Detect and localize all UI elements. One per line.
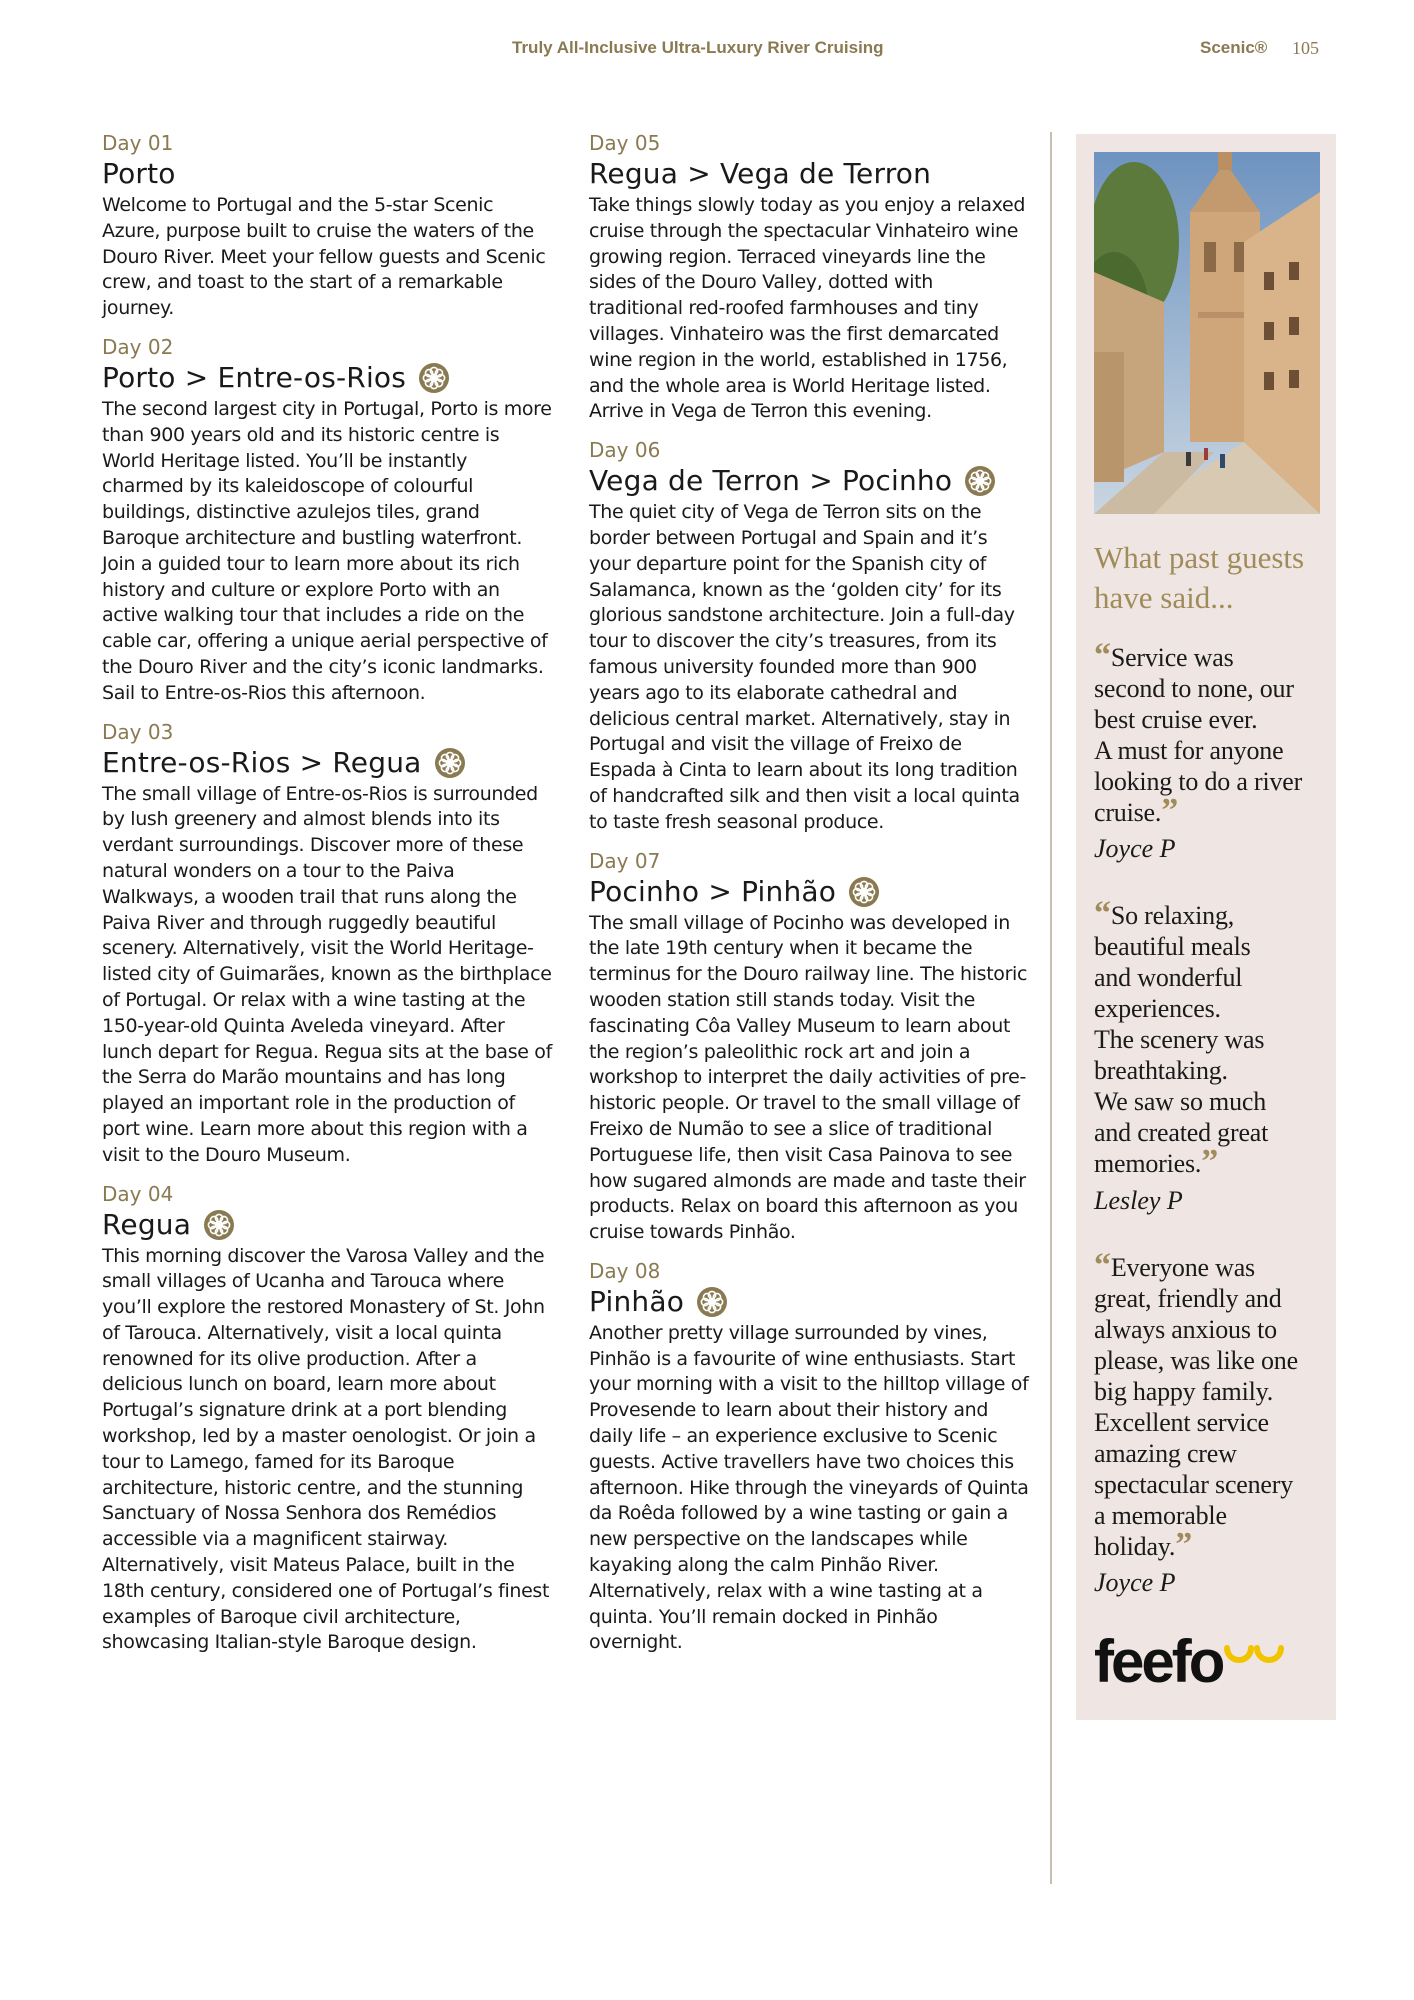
open-quote-mark: “	[1094, 895, 1111, 932]
testimonial-line-text: always anxious to	[1094, 1315, 1277, 1344]
testimonial-line	[1094, 1143, 1326, 1180]
testimonial-quote	[1094, 637, 1326, 829]
day-title-text: Porto	[102, 157, 176, 190]
testimonial-line	[1094, 1376, 1326, 1407]
testimonial-line	[1094, 993, 1326, 1024]
day-title	[102, 156, 552, 192]
itinerary-day	[589, 437, 1029, 835]
close-quote-mark: ”	[1175, 1526, 1193, 1563]
testimonial-line-text: amazing crew	[1094, 1439, 1237, 1468]
day-title	[102, 745, 552, 781]
testimonial-line-text: memories.	[1094, 1149, 1202, 1178]
day-description: The second largest city in Portugal, Porto is more than 900 years old and its historic centre is World Heritage listed. You’ll be instantly charmed by its kaleidoscope of colourful buildings, distinctive azulejos tiles, grand Baroque architecture and bustling waterfront. Join a guided tour to learn more about its rich history and culture or explore Porto with an active walking tour that includes a ride on the cable car, offering a unique aerial perspective of the Douro River and the city’s iconic landmarks. Sail to Entre-os-Rios this afternoon.	[102, 397, 552, 704]
day-label: Day 07	[589, 848, 661, 873]
testimonial-line	[1094, 962, 1326, 993]
testimonial-author: Joyce P	[1094, 1568, 1176, 1597]
itinerary-column-right	[589, 130, 1029, 1668]
day-label: Day 05	[589, 131, 661, 155]
rosette-icon	[434, 747, 466, 779]
testimonial-line	[1094, 1345, 1326, 1376]
day-title	[102, 360, 552, 396]
day-title-text: Entre-os-Rios > Regua	[102, 745, 422, 779]
testimonial-line-text: looking to do a river	[1094, 767, 1303, 796]
day-title	[102, 1207, 552, 1243]
day-title-text: Regua > Vega de Terron	[589, 157, 932, 190]
day-description: The small village of Entre-os-Rios is surrounded by lush greenery and almost blends into its verdant surroundings. Discover more of these natural wonders on a tour to the Paiva Walkways, a wooden trail that runs along the Paiva River and through ruggedly beautiful scenery. Alternatively, visit the World Heritage-listed city of Guimarães, known as the birthplace of Portugal. Or relax with a wine tasting at the 150-year-old Quinta Aveleda vineyard. After lunch depart for Regua. Regua sits at the base of the Serra do Marão mountains and has long played an important role in the production of port wine. Learn more about this region with a visit to the Douro Museum.	[102, 782, 552, 1166]
testimonial-line-text: Service was	[1110, 643, 1234, 672]
testimonial-line-text: experiences.	[1094, 994, 1221, 1023]
itinerary-day	[102, 1181, 552, 1657]
testimonial-quote	[1094, 1247, 1326, 1563]
running-header-brand: Scenic®	[1200, 38, 1268, 57]
day-title	[589, 1284, 1029, 1320]
testimonial-line	[1094, 1055, 1326, 1086]
rosette-icon	[696, 1286, 728, 1318]
testimonial-line	[1094, 1314, 1326, 1345]
testimonial-line-text: holiday.	[1094, 1532, 1176, 1561]
testimonial-line-text: The scenery was	[1094, 1025, 1265, 1054]
testimonial-line	[1094, 1438, 1326, 1469]
testimonial-line-text: spectacular scenery	[1094, 1470, 1294, 1499]
day-title-text: Vega de Terron > Pocinho	[589, 464, 953, 498]
itinerary-day	[589, 848, 1029, 1246]
testimonial-line	[1094, 1247, 1326, 1284]
testimonial-line-text: best cruise ever.	[1094, 705, 1258, 734]
testimonial-line	[1094, 1086, 1326, 1117]
itinerary-day	[102, 334, 552, 707]
testimonial-line	[1094, 735, 1326, 766]
day-description: Another pretty village surrounded by vines, Pinhão is a favourite of wine enthusiasts. Start your morning with a visit to the hilltop village of Provesende to learn about their history and daily life – an experience exclusive to Scenic guests. Active travellers have two choices this afternoon. Hike through the vineyards of Quinta da Roêda followed by a wine tasting or gain a new perspective on the landscapes while kayaking along the calm Pinhão River. Alternatively, relax with a wine tasting at a quinta. You’ll remain docked in Pinhão overnight.	[589, 1321, 1029, 1654]
testimonial-line-text: a memorable	[1094, 1501, 1227, 1530]
day-title-text: Pinhão	[589, 1284, 685, 1318]
testimonial-line-text: Excellent service	[1094, 1408, 1269, 1437]
testimonial-line	[1094, 1469, 1326, 1500]
column-divider	[1050, 132, 1052, 1884]
rosette-icon	[418, 362, 450, 394]
feefo-logo-text: feefo	[1094, 1628, 1223, 1695]
day-title	[589, 156, 1029, 192]
testimonial-line	[1094, 637, 1326, 674]
day-title	[589, 463, 1029, 499]
testimonial-line	[1094, 704, 1326, 735]
feefo-eyes-icon	[1224, 1642, 1286, 1668]
itinerary-day	[589, 1258, 1029, 1656]
testimonial-line-text: So relaxing,	[1110, 901, 1235, 930]
open-quote-mark: “	[1094, 1247, 1111, 1284]
testimonial-line-text: cruise.	[1094, 798, 1162, 827]
testimonial-line	[1094, 1526, 1326, 1563]
day-title-text: Regua	[102, 1207, 192, 1241]
running-header-title: Truly All-Inclusive Ultra-Luxury River Cruising	[512, 38, 884, 57]
open-quote-mark: “	[1094, 637, 1111, 674]
testimonial-line	[1094, 792, 1326, 829]
testimonial-line-text: We saw so much	[1094, 1087, 1267, 1116]
testimonials-sidebar	[1076, 134, 1336, 1720]
sidebar-heading: What past guests have said...	[1094, 540, 1305, 615]
day-description: Welcome to Portugal and the 5-star Scenic Azure, purpose built to cruise the waters of the Douro River. Meet your fellow guests and Scenic crew, and toast to the start of a remarkable journey.	[102, 194, 546, 320]
testimonial-quote	[1094, 895, 1326, 1180]
day-description: Take things slowly today as you enjoy a relaxed cruise through the spectacular Vinhateiro wine growing region. Terraced vineyards line the sides of the Douro Valley, dotted with traditional red-roofed farmhouses and tiny villages. Vinhateiro was the first demarcated wine region in the world, established in 1756, and the whole area is World Heritage listed. Arrive in Vega de Terron this evening.	[589, 194, 1026, 423]
testimonial-line	[1094, 1500, 1326, 1531]
day-title	[589, 874, 1029, 910]
rosette-icon	[964, 465, 996, 497]
day-label: Day 01	[102, 131, 174, 155]
close-quote-mark: ”	[1201, 1143, 1219, 1180]
testimonial-author: Lesley P	[1094, 1186, 1183, 1215]
day-label: Day 03	[102, 719, 174, 744]
testimonial-line-text: great, friendly and	[1094, 1284, 1282, 1313]
testimonial-line	[1094, 931, 1326, 962]
day-description: The quiet city of Vega de Terron sits on the border between Portugal and Spain and it’s your departure point for the Spanish city of Salamanca, known as the ‘golden city’ for its glorious sandstone architecture. Join a full-day tour to discover the city’s treasures, from its famous university founded more than 900 years ago to its elaborate cathedral and delicious central market. Alternatively, stay in Portugal and visit the village of Freixo de Espada à Cinta to learn about its long tradition of handcrafted silk and then visit a local quinta to taste fresh seasonal produce.	[589, 501, 1020, 833]
day-description: The small village of Pocinho was developed in the late 19th century when it became the terminus for the Douro railway line. The historic wooden station still stands today. Visit the fascinating Côa Valley Museum to learn about the region’s paleolithic rock art and join a workshop to interpret the daily activities of pre-historic people. Or travel to the small village of Freixo de Numão to see a slice of traditional Portuguese life, then visit Casa Painova to see how sugared almonds are made and taste their products. Relax on board this afternoon as you cruise towards Pinhão.	[589, 911, 1028, 1244]
testimonial-line-text: and wonderful	[1094, 963, 1243, 992]
testimonial-line-text: A must for anyone	[1094, 736, 1284, 765]
itinerary-day	[102, 130, 552, 322]
day-label: Day 04	[102, 1181, 174, 1206]
testimonial-line	[1094, 766, 1326, 797]
cathedral-street-photo	[1094, 152, 1320, 514]
close-quote-mark: ”	[1161, 792, 1178, 829]
rosette-icon	[203, 1209, 235, 1241]
testimonial-line	[1094, 673, 1326, 704]
day-label: Day 02	[102, 334, 174, 359]
testimonial-line	[1094, 1407, 1326, 1438]
day-title-text: Pocinho > Pinhão	[589, 874, 837, 908]
day-title-text: Porto > Entre-os-Rios	[102, 360, 407, 394]
itinerary-day	[589, 130, 1029, 425]
testimonial-line	[1094, 1283, 1326, 1314]
testimonial-line-text: please, was like one	[1094, 1346, 1298, 1375]
testimonial-line-text: Everyone was	[1110, 1253, 1255, 1282]
testimonial-line-text: beautiful meals	[1094, 932, 1251, 961]
testimonial-line-text: big happy family.	[1094, 1377, 1274, 1406]
rosette-icon	[848, 876, 880, 908]
testimonial-line-text: second to none, our	[1094, 674, 1294, 703]
testimonial-line	[1094, 895, 1326, 932]
testimonial-line-text: breathtaking.	[1094, 1056, 1228, 1085]
testimonial-line-text: and created great	[1094, 1118, 1269, 1147]
testimonial-author: Joyce P	[1094, 834, 1176, 863]
day-label: Day 06	[589, 438, 661, 463]
testimonial-line	[1094, 1024, 1326, 1055]
day-label: Day 08	[589, 1258, 661, 1283]
itinerary-day	[102, 719, 552, 1169]
feefo-logo	[1094, 1628, 1286, 1695]
day-description: This morning discover the Varosa Valley and the small villages of Ucanha and Tarouca where you’ll explore the restored Monastery of St. John of Tarouca. Alternatively, visit a local quinta renowned for its olive production. After a delicious lunch on board, learn more about Portugal’s signature drink at a port blending workshop, led by a master oenologist. Or join a tour to Lamego, famed for its Baroque architecture, historic centre, and the stunning Sanctuary of Nossa Senhora dos Remédios accessible via a magnificent stairway. Alternatively, visit Mateus Palace, built in the 18th century, considered one of Portugal’s finest examples of Baroque civil architecture, showcasing Italian-style Baroque design.	[102, 1244, 550, 1654]
itinerary-column-left	[102, 130, 552, 1668]
page-number: 105	[1292, 38, 1319, 58]
